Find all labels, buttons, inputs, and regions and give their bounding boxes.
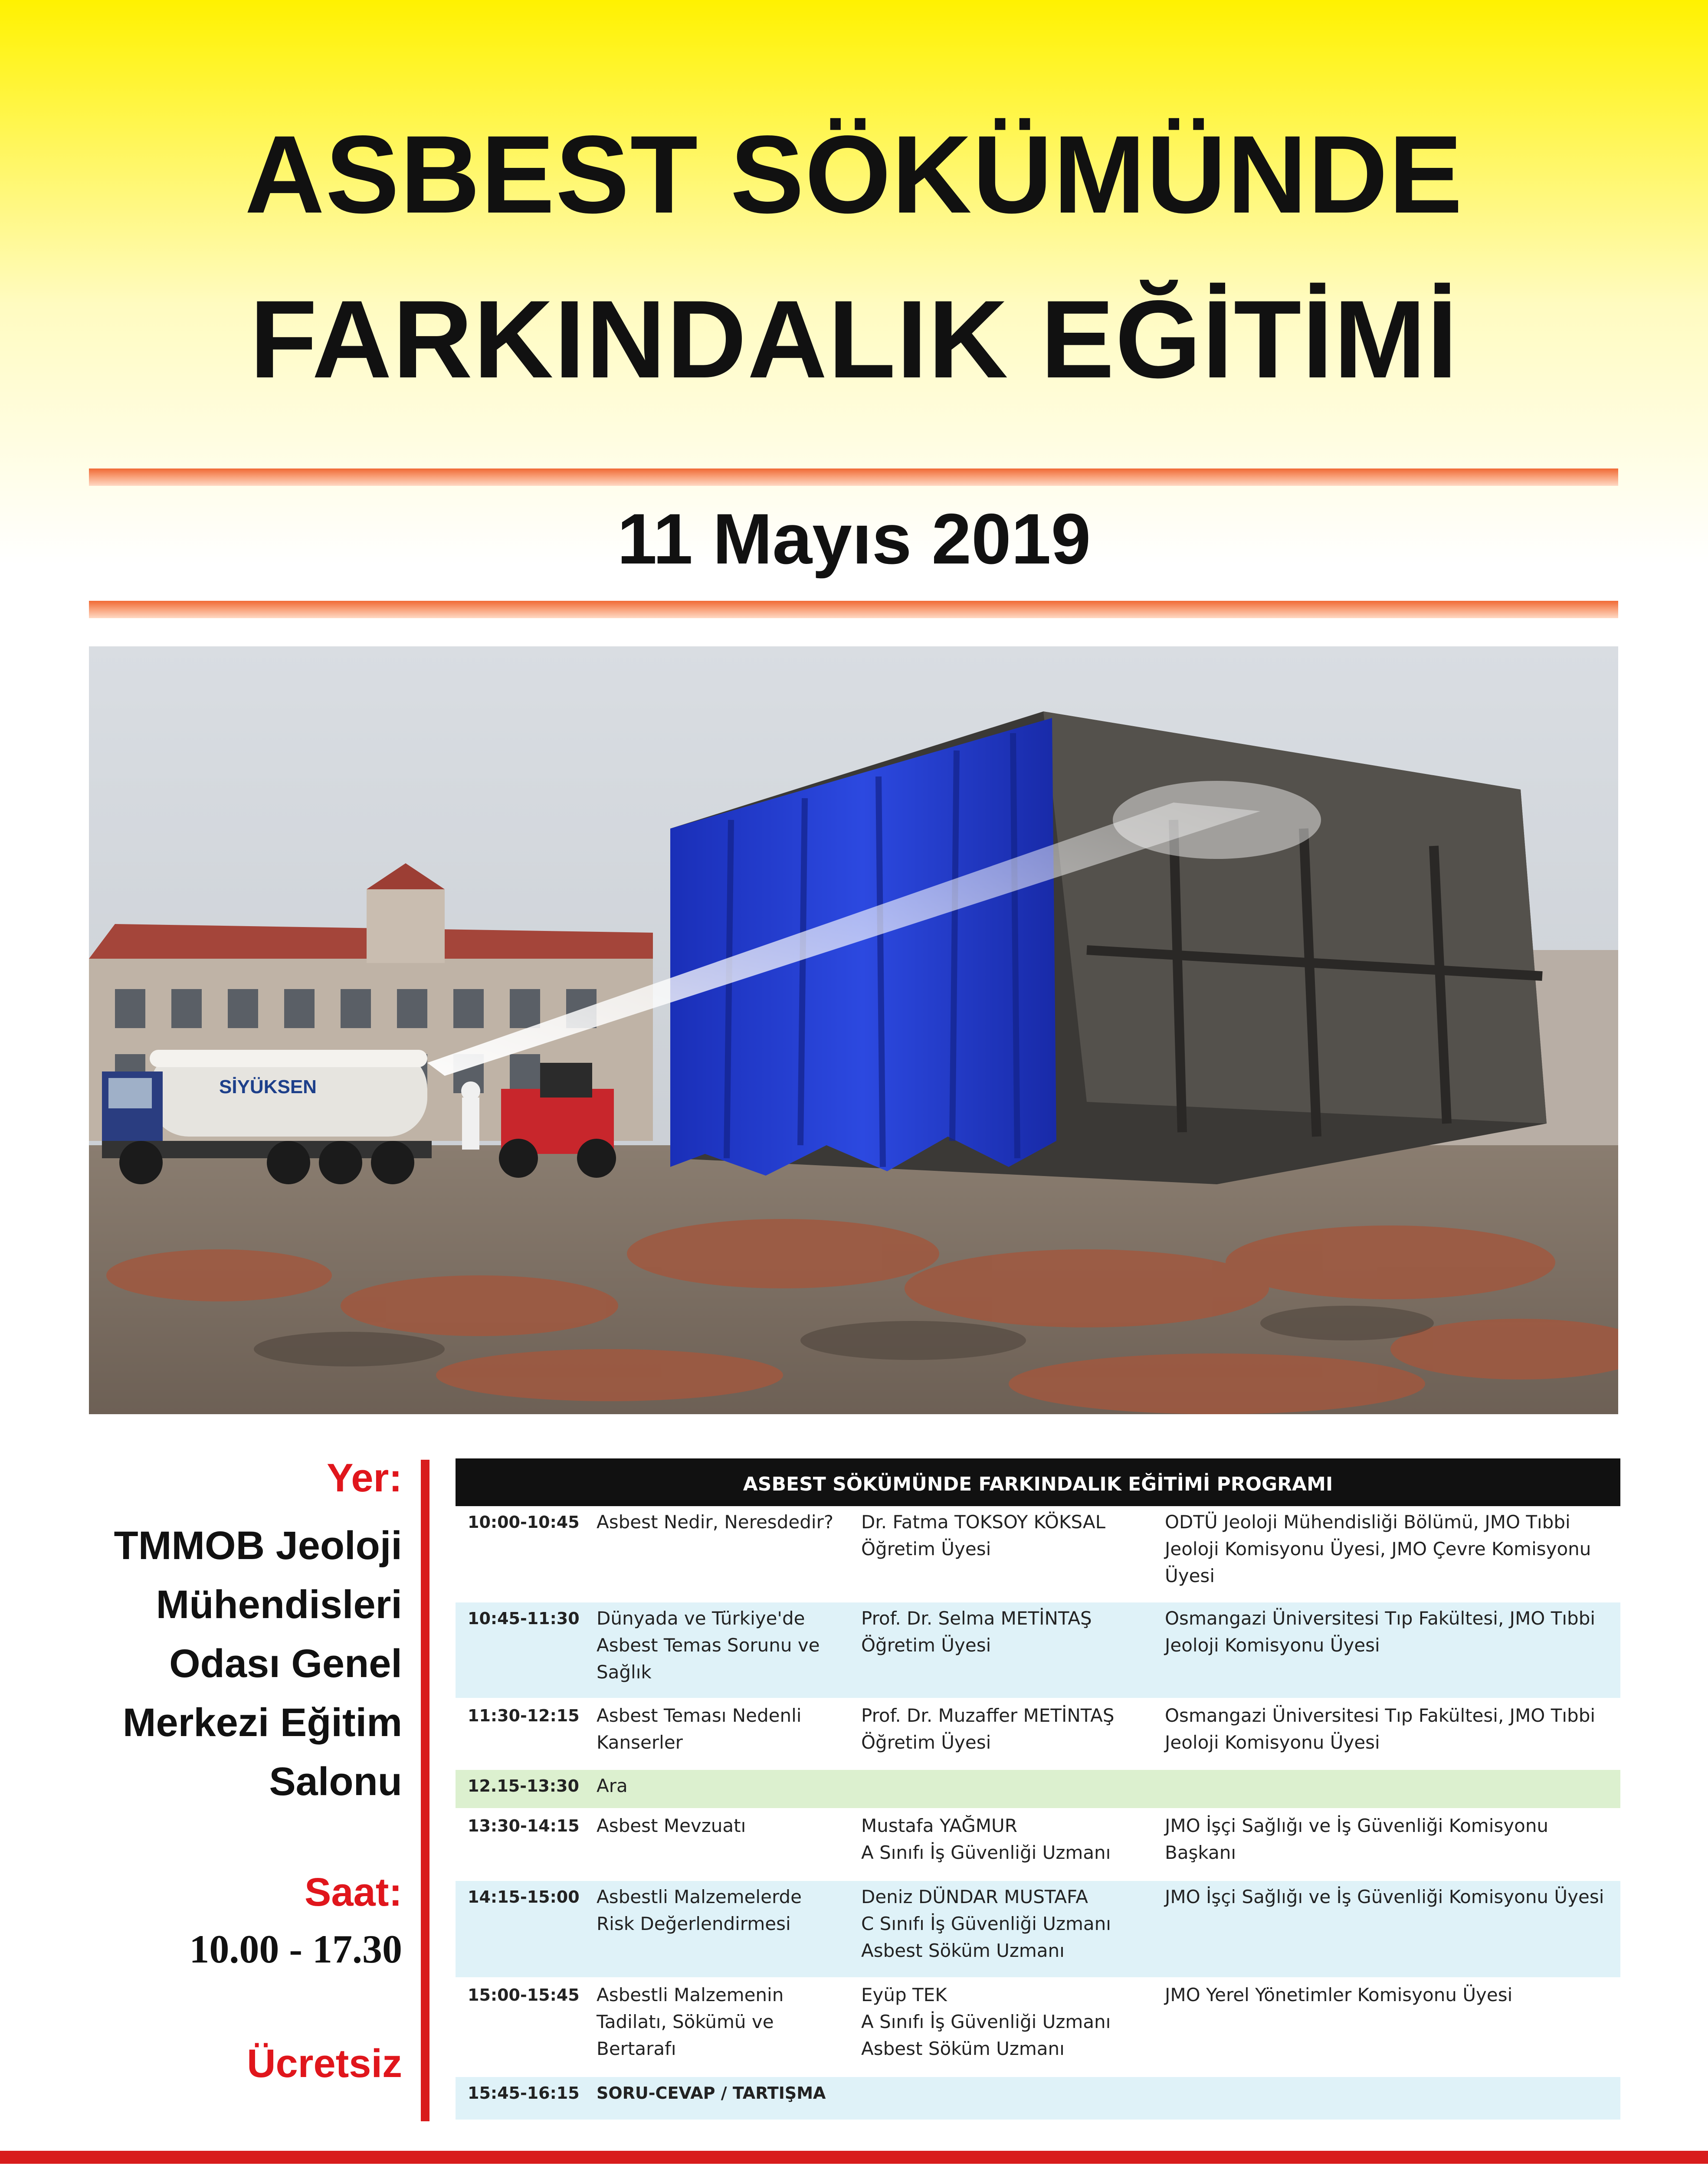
truck-logo-text: SİYÜKSEN [219,1076,317,1098]
row-speaker: Prof. Dr. Selma METİNTAŞ Öğretim Üyesi [861,1608,1092,1656]
row-topic: Asbest Mevzuatı [597,1815,746,1836]
venue-line: Salonu [269,1759,402,1804]
row-institution: Osmangazi Üniversitesi Tıp Fakültesi, JMO Tıbbi Jeoloji Komisyonu Üyesi [1165,1608,1596,1656]
table-row [456,2077,1620,2121]
venue-line: Mühendisleri [156,1583,402,1627]
table-row [456,1810,1620,1881]
row-topic: Asbestli Malzemelerde Risk Değerlendirmesi [597,1886,802,1934]
time-label: Saat: [305,1870,402,1914]
row-time: 10:45-11:30 [468,1609,580,1628]
row-institution: Osmangazi Üniversitesi Tıp Fakültesi, JMO Tıbbi Jeoloji Komisyonu Üyesi [1165,1705,1596,1753]
row-speaker: Eyüp TEK A Sınıfı İş Güvenliği Uzmanı Asbest Söküm Uzmanı [861,1984,1111,2059]
row-time: 12.15-13:30 [468,1776,579,1795]
row-speaker: Dr. Fatma TOKSOY KÖKSAL Öğretim Üyesi [861,1511,1106,1560]
demolition-photo [89,646,1618,1414]
event-date: 11 Mayıs 2019 [617,499,1091,579]
table-row [456,1770,1620,1810]
row-institution: JMO Yerel Yönetimler Komisyonu Üyesi [1165,1984,1513,2005]
row-time: 13:30-14:15 [468,1816,580,1835]
venue-line: Merkezi Eğitim [122,1700,402,1745]
bottom-divider [89,601,1618,618]
program-title: ASBEST SÖKÜMÜNDE FARKINDALIK EĞİTİMİ PROGRAMI [456,1458,1620,1506]
table-row [456,1979,1620,2077]
table-row [456,1881,1620,1979]
row-topic: Asbest Nedir, Neresdedir? [597,1511,834,1533]
fee-label: Ücretsiz [247,2041,402,2086]
row-speaker: Deniz DÜNDAR MUSTAFA C Sınıfı İş Güvenliği Uzmanı Asbest Söküm Uzmanı [861,1886,1111,1961]
row-topic: Ara [597,1775,628,1796]
venue-line: Odası Genel [169,1641,402,1686]
row-topic: Asbestli Malzemenin Tadilatı, Sökümü ve Bertarafı [597,1984,784,2059]
venue-line: TMMOB Jeoloji [114,1524,402,1568]
row-time: 10:00-10:45 [468,1513,580,1532]
row-topic: Dünyada ve Türkiye'de Asbest Temas Sorunu ve Sağlık [597,1608,820,1683]
row-speaker: Mustafa YAĞMUR A Sınıfı İş Güvenliği Uzmanı [861,1815,1111,1863]
title-line-2: FARKINDALIK EĞİTİMİ [249,278,1459,401]
row-topic: Asbest Teması Nedenli Kanserler [597,1705,802,1753]
venue-label: Yer: [327,1456,402,1500]
row-time: 14:15-15:00 [468,1887,580,1907]
row-topic: SORU-CEVAP / TARTIŞMA [597,2084,826,2103]
program-table [456,1458,1620,2121]
info-separator [421,1460,429,2121]
event-time: 10.00 - 17.30 [189,1927,402,1971]
top-divider [89,469,1618,486]
row-time: 11:30-12:15 [468,1706,580,1725]
venue-name [55,1516,402,1811]
row-institution: JMO İşçi Sağlığı ve İş Güvenliği Komisyonu Üyesi [1165,1886,1604,1907]
title-line-1: ASBEST SÖKÜMÜNDE [245,113,1463,236]
row-institution: ODTÜ Jeoloji Mühendisliği Bölümü, JMO Tıbbi Jeoloji Komisyonu Üyesi, JMO Çevre Komisyonu Üyesi [1165,1511,1591,1586]
table-row [456,1700,1620,1770]
footer-divider [0,2151,1708,2164]
table-row [456,1602,1620,1700]
row-institution: JMO İşçi Sağlığı ve İş Güvenliği Komisyonu Başkanı [1165,1815,1549,1863]
table-row [456,1506,1620,1602]
row-speaker: Prof. Dr. Muzaffer METİNTAŞ Öğretim Üyesi [861,1705,1115,1753]
row-time: 15:00-15:45 [468,1986,580,2005]
row-time: 15:45-16:15 [468,2084,580,2103]
